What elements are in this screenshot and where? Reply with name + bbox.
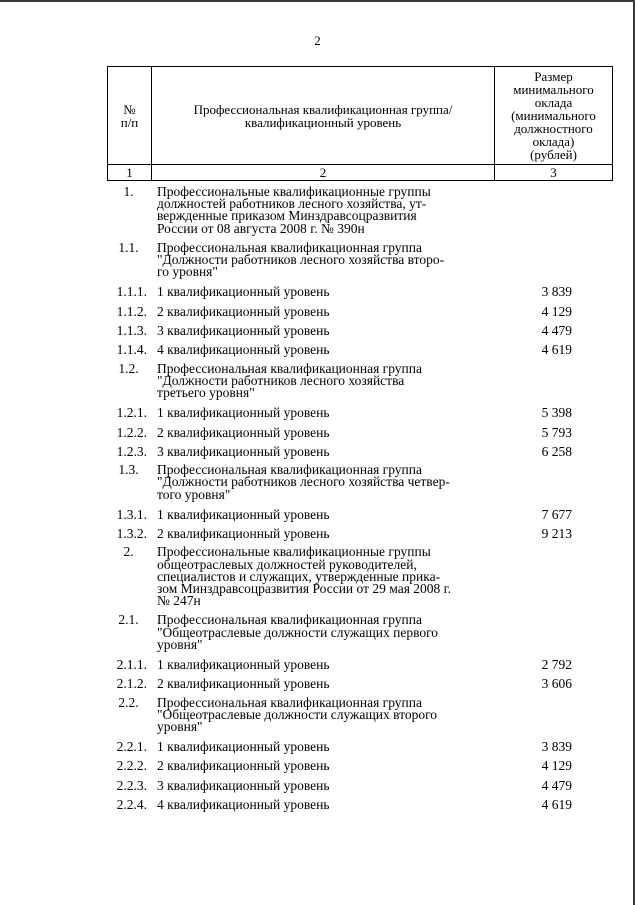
row-name [157,508,502,522]
header-index-3: 3 [495,165,613,181]
row-name [157,343,502,357]
row-number: 1.1.4. [116,342,147,358]
row-number: 2.1. [118,612,139,628]
row-name [157,426,502,440]
row-name-line: "Должности работников лесного хозяйства четвер- [157,474,450,490]
row-name [157,740,502,754]
row-name-line: Профессиональная квалификационная группа [157,462,422,478]
header-col-size-line: оклада) [532,134,575,149]
row-name [157,305,502,319]
header-col-size-line: (рублей) [530,147,577,162]
row-name-line: специалистов и служащих, утвержденные прика- [157,568,441,584]
row-name-line: "Должности работников лесного хозяйства [157,372,405,388]
row-name-line: 1 квалификационный уровень [157,506,330,522]
row-name-line: 3 квалификационный уровень [157,443,330,459]
row-value: 4 129 [541,758,572,774]
row-name-line: "Общеотраслевые должности служащих второго [157,706,438,722]
header-col-number-line2: п/п [120,114,139,130]
row-name [157,779,502,793]
row-value: 6 258 [541,443,572,459]
row-number: 2.2. [118,694,139,710]
row-name [157,239,502,280]
header-col-name-line1: Профессиональная квалификационная группа/ [193,101,453,117]
row-value: 5 793 [541,424,572,440]
header-col-number-line1: № [123,101,136,117]
row-name-line: 2 квалификационный уровень [157,758,330,774]
header-index-1: 1 [108,165,152,181]
row-name-line: 3 квалификационный уровень [157,777,330,793]
row-name [157,464,502,501]
row-name-line: 1 квалификационный уровень [157,656,330,672]
row-name [157,614,502,651]
header-col-size-line: (минимального [511,108,596,123]
row-name [157,360,502,400]
row-name-line: 3 квалификационный уровень [157,323,330,338]
row-name [157,324,502,338]
header-col-name [152,67,495,165]
row-number: 1.1.2. [116,303,147,319]
row-name-line: Профессиональные квалификационные группы [157,544,431,560]
row-name-line: общеотраслевых должностей руководителей, [157,556,417,572]
row-name-line: 2 квалификационный уровень [157,526,330,541]
row-number: 2. [123,544,134,560]
row-name-line: зом Минздравсоцразвития России от 29 мая 2008 г. [157,580,452,596]
row-name-line: уровня" [157,636,203,652]
row-name-line: го уровня" [157,264,218,280]
row-name-line: Профессиональная квалификационная группа [157,239,422,255]
row-name-line: № 247н [157,593,201,609]
row-number: 1.3. [118,462,139,478]
row-value: 7 677 [541,506,572,522]
row-value: 3 606 [541,676,572,692]
row-name-line: того уровня" [157,486,231,502]
row-number: 2.1.2. [116,676,147,692]
row-name [157,285,502,299]
row-value: 2 792 [541,656,572,672]
row-name-line: третьего уровня" [157,385,255,400]
row-name-line: 2 квалификационный уровень [157,676,330,692]
row-number: 1.3.1. [116,506,147,522]
header-col-size-line: минимального [513,82,594,97]
header-col-number [108,67,152,165]
row-number: 1.2.1. [116,405,147,421]
row-name-line: 2 квалификационный уровень [157,424,330,440]
header-col-size-line: оклада [534,95,573,110]
row-number: 1. [123,184,134,199]
row-value: 4 619 [541,797,572,812]
row-name [157,759,502,773]
row-name [157,658,502,672]
header-col-size-line: Размер [534,69,573,84]
row-name-line: Профессиональная квалификационная группа [157,694,422,710]
row-name [157,406,502,420]
row-number: 2.2.4. [116,797,147,812]
row-number: 2.1.1. [116,656,147,672]
row-number: 2.2.2. [116,758,147,774]
row-name-line: 4 квалификационный уровень [157,342,330,358]
table-header [107,66,613,181]
row-name-line: "Общеотраслевые должности служащих первого [157,624,439,640]
row-name [157,445,502,459]
row-number: 1.2.3. [116,443,147,459]
row-value: 4 479 [541,777,572,793]
row-value: 3 839 [541,739,572,755]
row-name [157,546,502,607]
row-value: 4 619 [541,342,572,358]
header-col-size [495,67,613,165]
row-name-line: 1 квалификационный уровень [157,739,330,755]
row-number: 1.2.2. [116,424,147,440]
row-name-line: 4 квалификационный уровень [157,797,330,812]
row-name-line: Профессиональные квалификационные группы [157,184,431,199]
row-name-line: Профессиональная квалификационная группа [157,612,422,628]
row-value: 4 479 [541,323,572,338]
row-name-line: вержденные приказом Минздравсоцразвития [157,208,417,224]
page-number: 2 [314,33,321,48]
header-col-size-line: должностного [514,121,593,136]
row-number: 1.3.2. [116,526,147,541]
row-name-line: должностей работников лесного хозяйства, ут- [157,196,427,212]
row-name-line: 1 квалификационный уровень [157,405,330,421]
row-name-line: 2 квалификационный уровень [157,303,330,319]
row-name [157,694,502,734]
row-value: 3 839 [541,284,572,300]
row-name-line: Профессиональная квалификационная группа [157,360,422,376]
row-number: 2.2.1. [116,739,147,755]
row-name [157,527,502,541]
header-index-2: 2 [152,165,495,181]
row-number: 1.2. [118,360,139,376]
row-name-line: уровня" [157,718,203,734]
row-number: 1.1.3. [116,323,147,338]
row-name [157,798,502,812]
row-number: 1.1.1. [116,284,147,300]
row-number: 1.1. [118,239,139,255]
row-name-line: "Должности работников лесного хозяйства второ- [157,252,445,267]
row-value: 4 129 [541,303,572,319]
row-name-line: 1 квалификационный уровень [157,284,330,300]
row-value: 9 213 [541,526,572,541]
row-name [157,677,502,691]
row-name-line: России от 08 августа 2008 г. № 390н [157,220,365,236]
header-col-name-line2: квалификационный уровень [244,114,402,130]
row-name [157,186,502,235]
row-value: 5 398 [541,405,572,421]
row-number: 2.2.3. [116,777,147,793]
